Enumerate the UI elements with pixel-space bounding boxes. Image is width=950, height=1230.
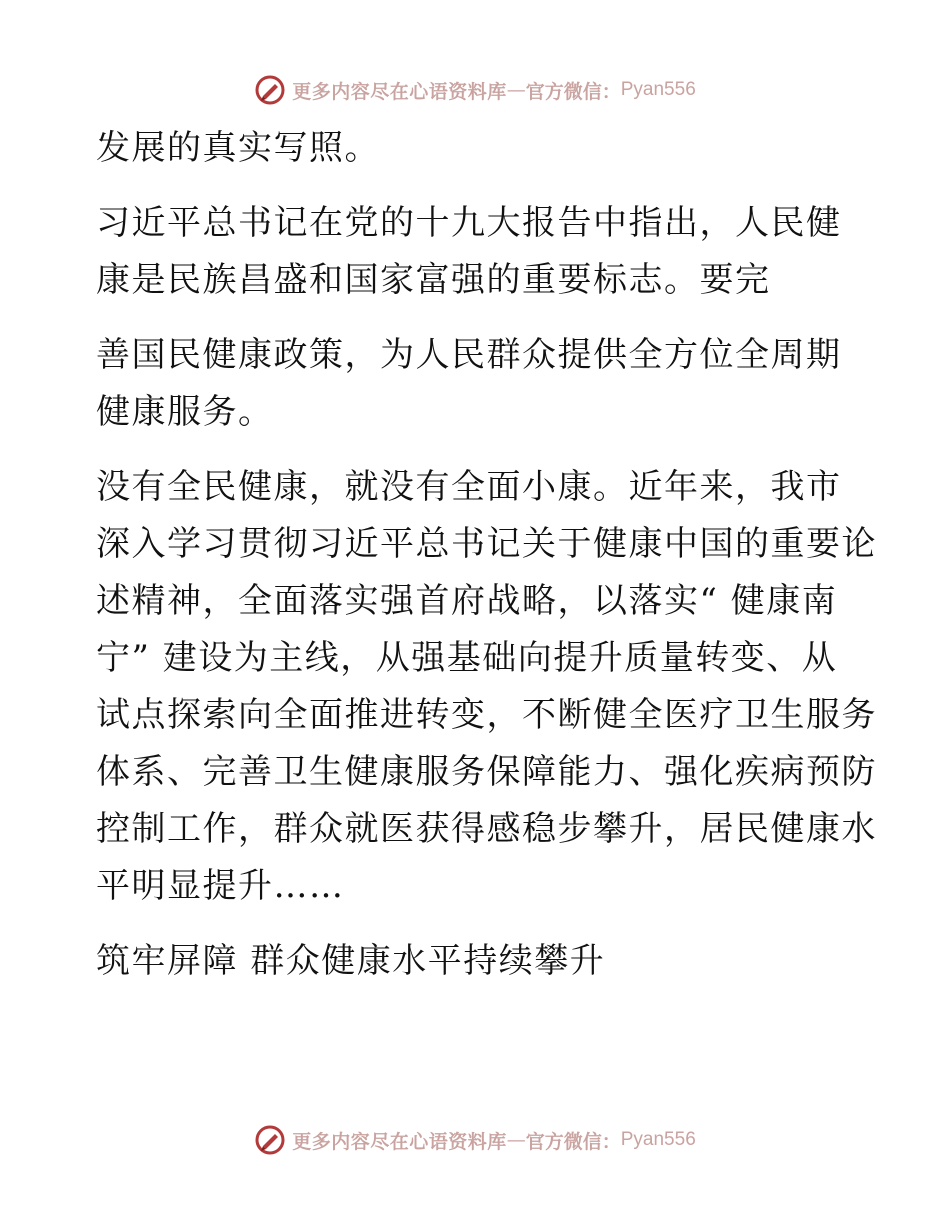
- pen-logo-icon: [254, 74, 286, 106]
- text-line: 述精神，全面落实强首府战略，以落实“ 健康南: [96, 581, 838, 621]
- text-line: 深入学习贯彻习近平总书记关于健康中国的重要论: [96, 524, 877, 564]
- text-line: 康是民族昌盛和国家富强的重要标志。要完: [96, 260, 771, 300]
- text-line: 发展的真实写照。: [96, 128, 380, 168]
- section-heading: [96, 933, 856, 990]
- text-line: 筑牢屏障 群众健康水平持续攀升: [96, 941, 606, 981]
- footer-separator: —: [506, 1129, 526, 1151]
- footer-wechat-label: 官方微信：: [525, 1130, 621, 1153]
- header-brand-text: 更多内容尽在心语资料库: [292, 80, 507, 103]
- footer-brand-text: 更多内容尽在心语资料库: [292, 1130, 507, 1153]
- paragraph-1: [96, 120, 856, 177]
- header-banner: [0, 70, 950, 110]
- text-line: 没有全民健康，就没有全面小康。近年来，我市: [96, 467, 842, 507]
- text-line: 试点探索向全面推进转变，不断健全医疗卫生服务: [96, 695, 877, 735]
- text-line: 平明显提升……: [96, 866, 345, 906]
- document-body: [96, 120, 877, 990]
- footer-wechat-id: Pyan556: [620, 1129, 696, 1150]
- text-line: 习近平总书记在党的十九大报告中指出，人民健: [96, 203, 842, 243]
- text-line: 控制工作，群众就医获得感稳步攀升，居民健康水: [96, 809, 877, 849]
- text-line: 善国民健康政策，为人民群众提供全方位全周期: [96, 335, 842, 375]
- paragraph-4: [96, 459, 877, 915]
- text-line: 宁” 建设为主线，从强基础向提升质量转变、从: [96, 638, 838, 678]
- text-line: 健康服务。: [96, 392, 274, 432]
- text-line: 体系、完善卫生健康服务保障能力、强化疾病预防: [96, 752, 877, 792]
- pen-logo-icon: [254, 1124, 286, 1156]
- paragraph-2: [96, 195, 856, 309]
- header-separator: —: [506, 79, 526, 101]
- paragraph-3: [96, 327, 856, 441]
- header-wechat-id: Pyan556: [620, 79, 696, 100]
- header-wechat-label: 官方微信：: [525, 80, 621, 103]
- footer-banner: [0, 1120, 950, 1160]
